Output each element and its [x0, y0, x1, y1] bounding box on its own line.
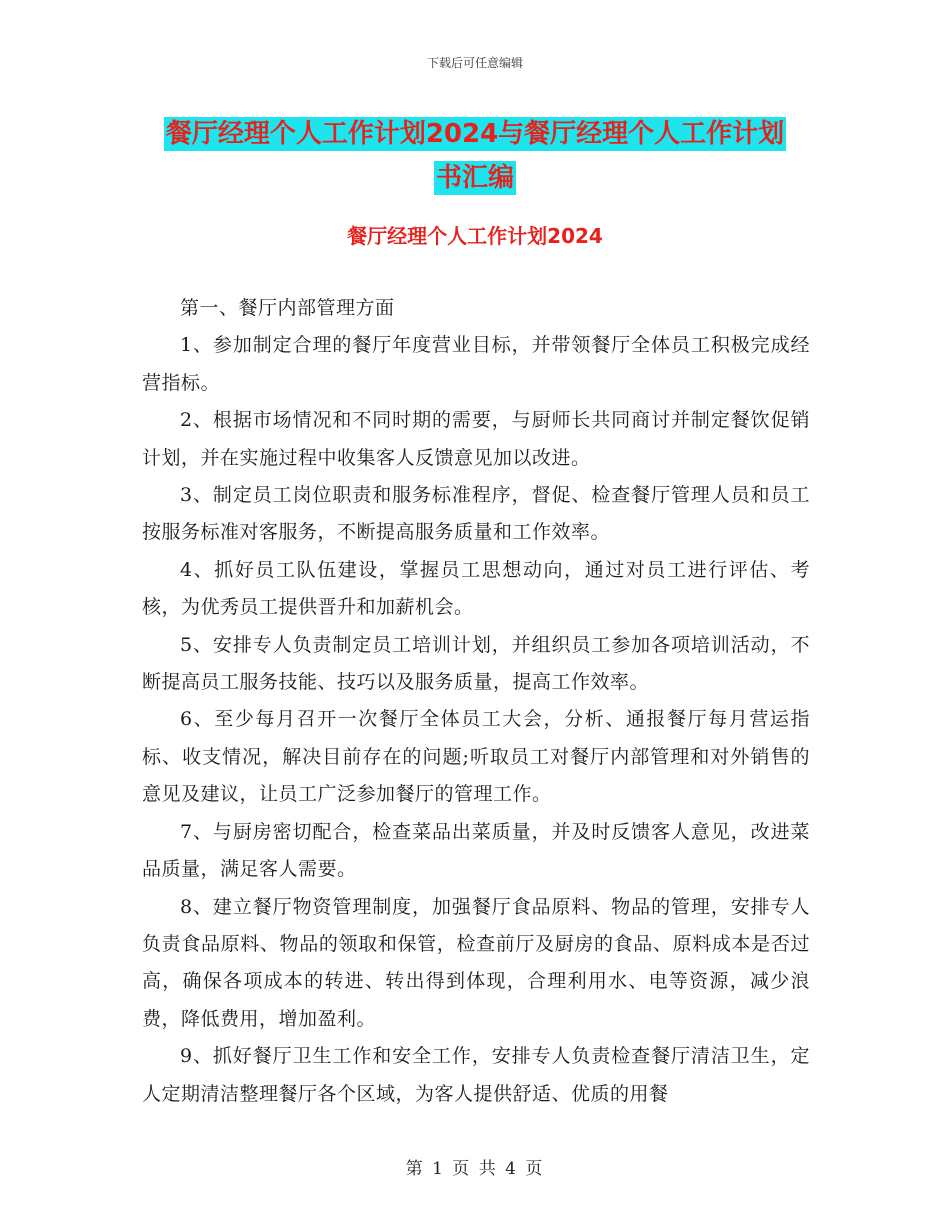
document-body [142, 290, 810, 1113]
paragraph: 4、抓好员工队伍建设，掌握员工思想动向，通过对员工进行评估、考核，为优秀员工提供晋升和加薪机会。 [142, 558, 810, 619]
page-header-note: 下载后可任意编辑 [426, 56, 523, 70]
paragraph: 6、至少每月召开一次餐厅全体员工大会，分析、通报餐厅每月营运指标、收支情况，解决目前存在的问题;听取员工对餐厅内部管理和对外销售的意见及建议，让员工广泛参加餐厅的管理工作。 [142, 708, 810, 806]
document-title-line-2: 书汇编 [435, 163, 514, 193]
paragraph: 7、与厨房密切配合，检查菜品出菜质量，并及时反馈客人意见，改进菜品质量，满足客人需要。 [142, 820, 810, 881]
paragraph: 5、安排专人负责制定员工培训计划，并组织员工参加各项培训活动，不断提高员工服务技能、技巧以及服务质量，提高工作效率。 [142, 633, 810, 694]
section-heading: 第一、餐厅内部管理方面 [180, 297, 395, 319]
paragraph: 2、根据市场情况和不同时期的需要，与厨师长共同商讨并制定餐饮促销计划，并在实施过程中收集客人反馈意见加以改进。 [142, 409, 810, 469]
section-title: 餐厅经理个人工作计划2024 [347, 224, 603, 248]
page-number-footer: 第 1 页 共 4 页 [405, 1159, 545, 1179]
document-title [0, 112, 950, 200]
paragraph: 8、建立餐厅物资管理制度，加强餐厅食品原料、物品的管理，安排专人负责食品原料、物品的领取和保管，检查前厅及厨房的食品、原料成本是否过高，确保各项成本的转进、转出得到体现，合理利用水、电等资源，减少浪费，降低费用，增加盈利。 [142, 895, 810, 1030]
paragraph: 3、制定员工岗位职责和服务标准程序，督促、检查餐厅管理人员和员工按服务标准对客服务，不断提高服务质量和工作效率。 [142, 484, 810, 544]
document-title-line-1: 餐厅经理个人工作计划2024与餐厅经理个人工作计划 [165, 119, 785, 149]
paragraph: 1、参加制定合理的餐厅年度营业目标，并带领餐厅全体员工积极完成经营指标。 [142, 334, 810, 394]
paragraph: 9、抓好餐厅卫生工作和安全工作，安排专人负责检查餐厅清洁卫生，定人定期清洁整理餐厅各个区域，为客人提供舒适、优质的用餐 [142, 1045, 810, 1105]
